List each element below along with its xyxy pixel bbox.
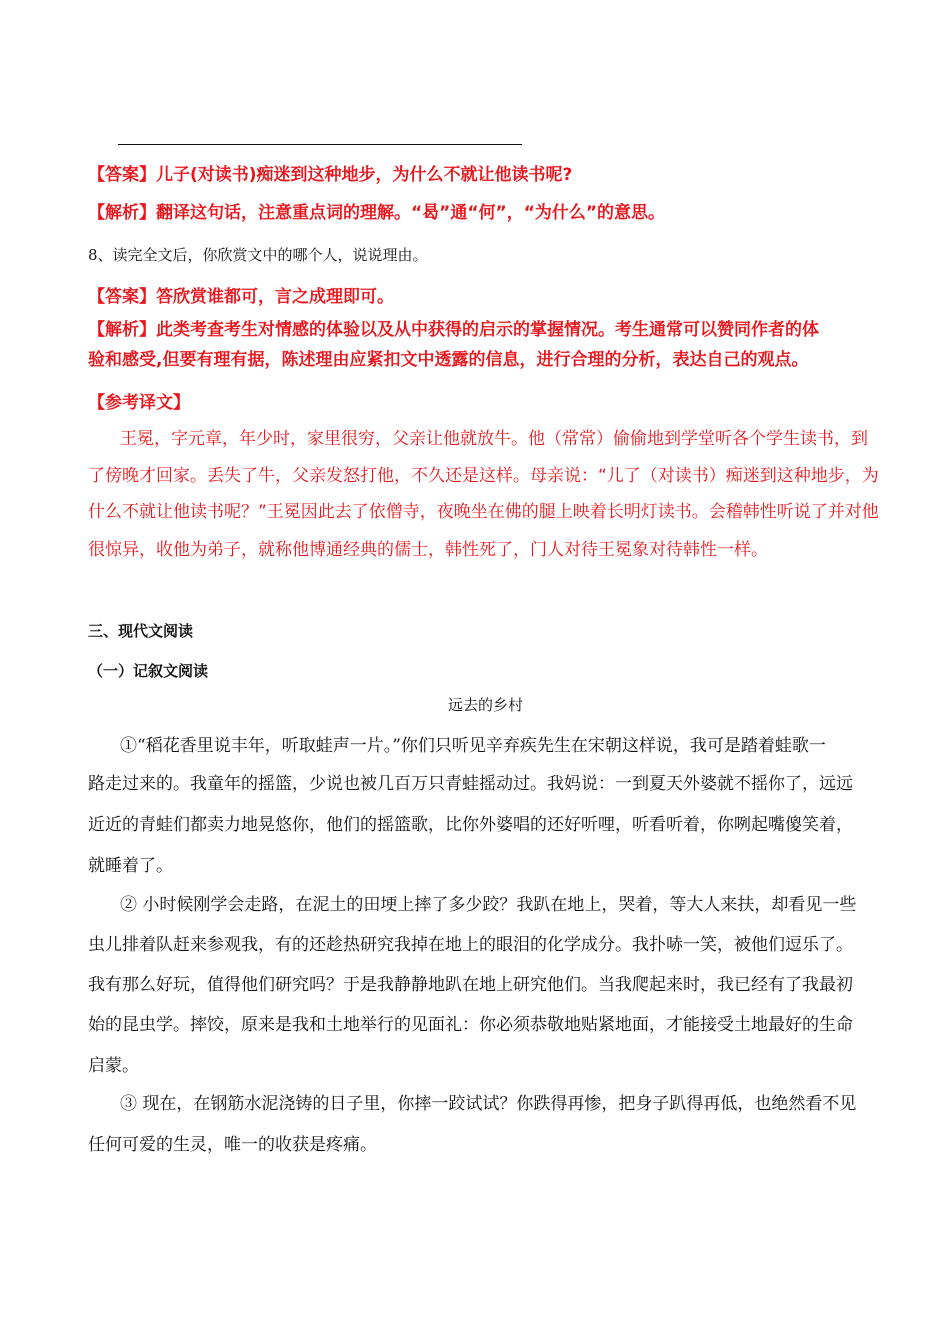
passage-line: 虫儿排着队赶来参观我，有的还趁热研究我掉在地上的眼泪的化学成分。我扑哧一笑，被他们逗乐了。 <box>88 935 853 955</box>
q7-analysis: 【解析】翻译这句话，注意重点词的理解。“曷”通“何”，“为什么”的意思。 <box>88 203 666 223</box>
translation-line: 什么不就让他读书呢？”王冕因此去了依僧寺，夜晚坐在佛的腿上映着长明灯读书。会稽韩性听说了并对他 <box>88 502 879 522</box>
passage-line: 始的昆虫学。摔饺，原来是我和土地举行的见面礼：你必须恭敬地贴紧地面，才能接受土地最好的生命 <box>88 1015 853 1035</box>
passage-line: 任何可爱的生灵，唯一的收获是疼痛。 <box>88 1135 377 1155</box>
passage-line: 近近的青蛙们都卖力地晃悠你，他们的摇篮歌，比你外婆唱的还好听哩，听看听着，你咧起嘴傻笑着， <box>88 815 853 835</box>
translation-line: 王冕，字元章，年少时，家里很穷，父亲让他就放牛。他（常常）偷偷地到学堂听各个学生读书，到 <box>120 429 868 449</box>
passage-line: 就睡着了。 <box>88 856 173 876</box>
passage-title: 远去的乡村 <box>448 696 524 714</box>
translation-line: 了傍晚才回家。丢失了牛，父亲发怒打他，不久还是这样。母亲说：“儿了（对读书）痴迷到这种地步，为 <box>88 466 879 486</box>
q8-answer: 【答案】答欣赏谁都可，言之成理即可。 <box>88 287 394 307</box>
q7-answer: 【答案】儿子(对读书)痴迷到这种地步，为什么不就让他读书呢? <box>88 165 573 185</box>
passage-line: 我有那么好玩，值得他们研究吗？于是我静静地趴在地上研究他们。当我爬起来时，我已经有了我最初 <box>88 975 853 995</box>
answer-blank-line <box>118 144 522 145</box>
translation-line: 很惊异，收他为弟子，就称他博通经典的儒士，韩性死了，门人对待王冕象对待韩性一样。 <box>88 540 768 560</box>
passage-line: ①“稻花香里说丰年，听取蛙声一片。”你们只听见辛弃疾先生在宋朝这样说，我可是踏着蛙歌一 <box>120 736 826 756</box>
passage-line: 路走过来的。我童年的摇篮，少说也被几百万只青蛙摇动过。我妈说：一到夏天外婆就不摇你了，远远 <box>88 774 853 794</box>
q8-analysis-line: 【解析】此类考查考生对情感的体验以及从中获得的启示的掌握情况。考生通常可以赞同作者的体 <box>88 320 819 340</box>
passage-line: ③ 现在，在钢筋水泥浇铸的日子里，你摔一跤试试？你跌得再惨，把身子趴得再低，也绝然看不见 <box>120 1094 857 1114</box>
q8-analysis-line: 验和感受,但要有理有据，陈述理由应紧扣文中透露的信息，进行合理的分析，表达自己的观点。 <box>88 350 809 370</box>
passage-line: ② 小时候刚学会走路，在泥土的田埂上摔了多少跤？我趴在地上，哭着，等大人来扶，却看见一些 <box>120 895 857 915</box>
translation-label: 【参考译文】 <box>88 393 190 413</box>
q8-question: 8、读完全文后，你欣赏文中的哪个人，说说理由。 <box>88 246 428 264</box>
passage-line: 启蒙。 <box>88 1056 139 1076</box>
section-heading: 三、现代文阅读 <box>88 622 194 640</box>
section-subheading: （一）记叙文阅读 <box>88 662 209 680</box>
